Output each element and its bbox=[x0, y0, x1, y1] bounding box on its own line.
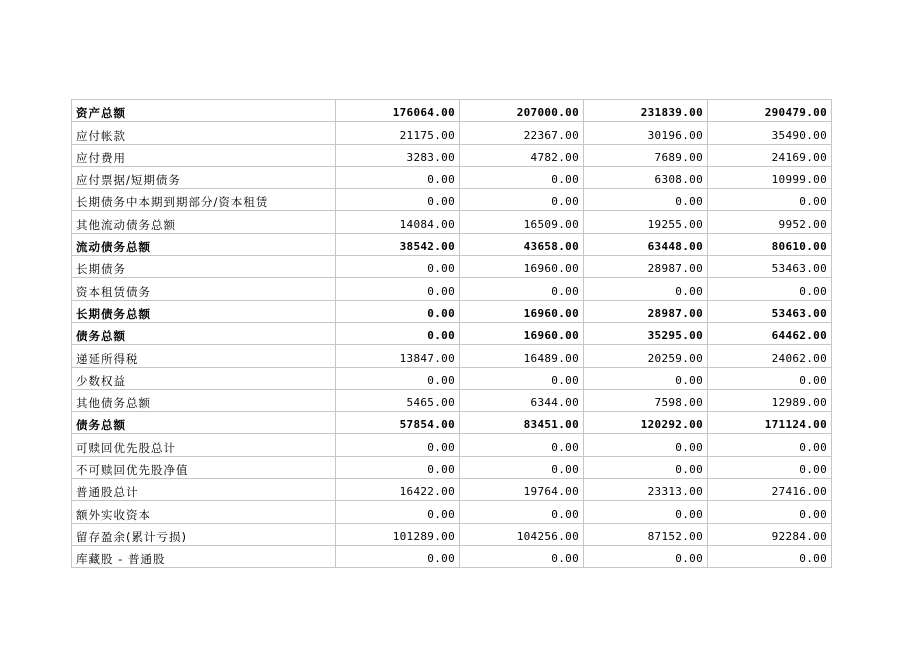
value-cell: 0.00 bbox=[708, 278, 832, 300]
value-cell: 0.00 bbox=[584, 434, 708, 456]
value-cell: 0.00 bbox=[460, 545, 584, 567]
value-cell: 4782.00 bbox=[460, 144, 584, 166]
value-cell: 231839.00 bbox=[584, 100, 708, 122]
value-cell: 0.00 bbox=[584, 367, 708, 389]
table-row bbox=[72, 501, 832, 523]
value-cell: 9952.00 bbox=[708, 211, 832, 233]
table-row bbox=[72, 479, 832, 501]
table-row bbox=[72, 166, 832, 188]
value-cell: 20259.00 bbox=[584, 345, 708, 367]
value-cell: 83451.00 bbox=[460, 412, 584, 434]
value-cell: 53463.00 bbox=[708, 256, 832, 278]
table-row bbox=[72, 233, 832, 255]
value-cell: 0.00 bbox=[584, 456, 708, 478]
value-cell: 35295.00 bbox=[584, 322, 708, 344]
table-row bbox=[72, 545, 832, 567]
table-row bbox=[72, 434, 832, 456]
row-label: 库藏股 - 普通股 bbox=[72, 545, 336, 567]
value-cell: 0.00 bbox=[708, 456, 832, 478]
table-row bbox=[72, 211, 832, 233]
row-label: 可赎回优先股总计 bbox=[72, 434, 336, 456]
row-label: 其他流动债务总额 bbox=[72, 211, 336, 233]
balance-sheet-table bbox=[71, 99, 832, 568]
value-cell: 5465.00 bbox=[336, 389, 460, 411]
value-cell: 28987.00 bbox=[584, 300, 708, 322]
row-label: 资本租赁债务 bbox=[72, 278, 336, 300]
row-label: 留存盈余(累计亏损) bbox=[72, 523, 336, 545]
value-cell: 87152.00 bbox=[584, 523, 708, 545]
value-cell: 120292.00 bbox=[584, 412, 708, 434]
row-label: 少数权益 bbox=[72, 367, 336, 389]
table-row bbox=[72, 189, 832, 211]
value-cell: 30196.00 bbox=[584, 122, 708, 144]
value-cell: 0.00 bbox=[336, 256, 460, 278]
value-cell: 6344.00 bbox=[460, 389, 584, 411]
value-cell: 171124.00 bbox=[708, 412, 832, 434]
row-label: 普通股总计 bbox=[72, 479, 336, 501]
value-cell: 207000.00 bbox=[460, 100, 584, 122]
value-cell: 27416.00 bbox=[708, 479, 832, 501]
value-cell: 35490.00 bbox=[708, 122, 832, 144]
table-row bbox=[72, 523, 832, 545]
value-cell: 24062.00 bbox=[708, 345, 832, 367]
value-cell: 0.00 bbox=[336, 300, 460, 322]
table-row bbox=[72, 278, 832, 300]
table-row bbox=[72, 144, 832, 166]
value-cell: 0.00 bbox=[584, 278, 708, 300]
value-cell: 0.00 bbox=[336, 189, 460, 211]
value-cell: 10999.00 bbox=[708, 166, 832, 188]
value-cell: 13847.00 bbox=[336, 345, 460, 367]
row-label: 其他债务总额 bbox=[72, 389, 336, 411]
row-label: 应付帐款 bbox=[72, 122, 336, 144]
table-row bbox=[72, 456, 832, 478]
value-cell: 0.00 bbox=[336, 434, 460, 456]
value-cell: 7598.00 bbox=[584, 389, 708, 411]
value-cell: 0.00 bbox=[336, 545, 460, 567]
value-cell: 0.00 bbox=[336, 166, 460, 188]
value-cell: 12989.00 bbox=[708, 389, 832, 411]
row-label: 资产总额 bbox=[72, 100, 336, 122]
value-cell: 0.00 bbox=[708, 545, 832, 567]
table-row bbox=[72, 256, 832, 278]
table-row bbox=[72, 322, 832, 344]
row-label: 流动债务总额 bbox=[72, 233, 336, 255]
value-cell: 22367.00 bbox=[460, 122, 584, 144]
value-cell: 16960.00 bbox=[460, 322, 584, 344]
value-cell: 6308.00 bbox=[584, 166, 708, 188]
row-label: 债务总额 bbox=[72, 322, 336, 344]
value-cell: 0.00 bbox=[584, 545, 708, 567]
table-row bbox=[72, 122, 832, 144]
value-cell: 38542.00 bbox=[336, 233, 460, 255]
value-cell: 16960.00 bbox=[460, 300, 584, 322]
value-cell: 0.00 bbox=[460, 278, 584, 300]
row-label: 应付票据/短期债务 bbox=[72, 166, 336, 188]
row-label: 不可赎回优先股净值 bbox=[72, 456, 336, 478]
value-cell: 80610.00 bbox=[708, 233, 832, 255]
value-cell: 290479.00 bbox=[708, 100, 832, 122]
value-cell: 64462.00 bbox=[708, 322, 832, 344]
value-cell: 23313.00 bbox=[584, 479, 708, 501]
value-cell: 0.00 bbox=[336, 322, 460, 344]
value-cell: 19764.00 bbox=[460, 479, 584, 501]
table-row bbox=[72, 100, 832, 122]
value-cell: 0.00 bbox=[584, 501, 708, 523]
value-cell: 14084.00 bbox=[336, 211, 460, 233]
value-cell: 0.00 bbox=[460, 367, 584, 389]
value-cell: 0.00 bbox=[708, 367, 832, 389]
table-row bbox=[72, 389, 832, 411]
value-cell: 24169.00 bbox=[708, 144, 832, 166]
value-cell: 0.00 bbox=[336, 501, 460, 523]
value-cell: 0.00 bbox=[708, 501, 832, 523]
row-label: 债务总额 bbox=[72, 412, 336, 434]
value-cell: 16489.00 bbox=[460, 345, 584, 367]
table-row bbox=[72, 345, 832, 367]
value-cell: 0.00 bbox=[460, 501, 584, 523]
value-cell: 101289.00 bbox=[336, 523, 460, 545]
value-cell: 3283.00 bbox=[336, 144, 460, 166]
row-label: 长期债务 bbox=[72, 256, 336, 278]
value-cell: 57854.00 bbox=[336, 412, 460, 434]
row-label: 长期债务中本期到期部分/资本租赁 bbox=[72, 189, 336, 211]
value-cell: 16509.00 bbox=[460, 211, 584, 233]
value-cell: 28987.00 bbox=[584, 256, 708, 278]
value-cell: 0.00 bbox=[460, 189, 584, 211]
value-cell: 53463.00 bbox=[708, 300, 832, 322]
row-label: 递延所得税 bbox=[72, 345, 336, 367]
value-cell: 63448.00 bbox=[584, 233, 708, 255]
value-cell: 0.00 bbox=[708, 189, 832, 211]
table-row bbox=[72, 300, 832, 322]
value-cell: 16960.00 bbox=[460, 256, 584, 278]
value-cell: 0.00 bbox=[460, 434, 584, 456]
value-cell: 176064.00 bbox=[336, 100, 460, 122]
value-cell: 0.00 bbox=[584, 189, 708, 211]
table-row bbox=[72, 412, 832, 434]
value-cell: 21175.00 bbox=[336, 122, 460, 144]
value-cell: 7689.00 bbox=[584, 144, 708, 166]
row-label: 应付费用 bbox=[72, 144, 336, 166]
value-cell: 0.00 bbox=[336, 278, 460, 300]
value-cell: 0.00 bbox=[336, 456, 460, 478]
value-cell: 16422.00 bbox=[336, 479, 460, 501]
value-cell: 0.00 bbox=[460, 456, 584, 478]
value-cell: 104256.00 bbox=[460, 523, 584, 545]
value-cell: 0.00 bbox=[460, 166, 584, 188]
table-row bbox=[72, 367, 832, 389]
value-cell: 92284.00 bbox=[708, 523, 832, 545]
value-cell: 0.00 bbox=[336, 367, 460, 389]
row-label: 长期债务总额 bbox=[72, 300, 336, 322]
balance-sheet-body bbox=[72, 100, 832, 568]
value-cell: 43658.00 bbox=[460, 233, 584, 255]
row-label: 额外实收资本 bbox=[72, 501, 336, 523]
value-cell: 0.00 bbox=[708, 434, 832, 456]
value-cell: 19255.00 bbox=[584, 211, 708, 233]
